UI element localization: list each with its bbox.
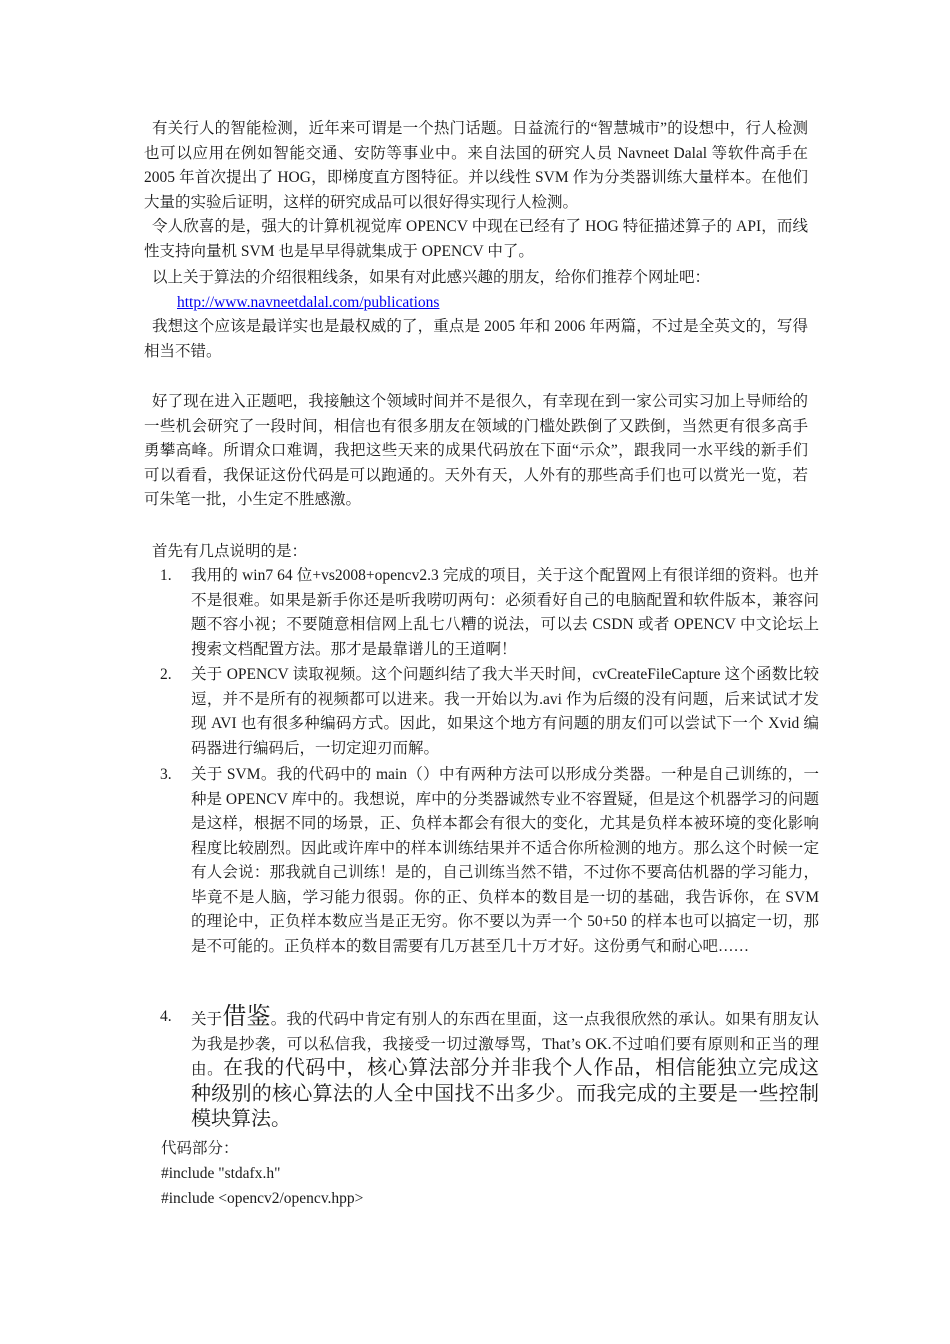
- list-number: 2.: [160, 666, 172, 683]
- list-number: 4.: [160, 1008, 172, 1025]
- opinion-paragraph: 我想这个应该是最详实也是最权威的了，重点是 2005 年和 2006 年两篇，不过是全英文的，写得相当不错。: [144, 318, 808, 360]
- intro-paragraph: 有关行人的智能检测，近年来可谓是一个热门话题。日益流行的“智慧城市”的设想中，行人检测也可以应用在例如智能交通、安防等事业中。来自法国的研究人员 Navneet Dalal 等软件高手在 2005 年首次提出了 HOG，即梯度直方图特征。并以线性 SVM 作为分类器训练大量样本。在他们大量的实验后证明，这样的研究成品可以很好得实现行人检测。: [144, 120, 808, 211]
- list-text: 关于 OPENCV 读取视频。这个问题纠结了我大半天时间，cvCreateFileCapture 这个函数比较逗，并不是所有的视频都可以进来。我一开始以为.avi 作为后缀的没有问题，后来试试才发现 AVI 也有很多种编码方式。因此，如果这个地方有问题的朋友们可以尝试下一个 Xvid 编码器进行编码后，一切定迎刃而解。: [191, 666, 819, 757]
- list-number: 3.: [160, 766, 172, 783]
- list-text-body: 。我的代码中肯定有别人的东西在里面，这一点我很欣然的承认。如果有朋友认为我是抄袭，可以私信我，我接受一切过激辱骂，That’s OK.不过咱们要有原则和正当的理由。: [191, 1011, 819, 1078]
- main-topic-paragraph: 好了现在进入正题吧，我接触这个领域时间并不是很久，有幸现在到一家公司实习加上导师给的一些机会研究了一段时间，相信也有很多朋友在领域的门槛处跌倒了又跌倒，当然更有很多高手勇攀高峰。所谓众口难调，我把这些天来的成果代码放在下面“示众”，跟我同一水平线的新手们可以看看，我保证这份代码是可以跑通的。天外有天，人外有的那些高手们也可以赏光一览，若可朱笔一批，小生定不胜感激。: [144, 393, 808, 508]
- opencv-paragraph: 令人欣喜的是，强大的计算机视觉库 OPENCV 中现在已经有了 HOG 特征描述算子的 API，而线性支持向量机 SVM 也是早早得就集成于 OPENCV 中了。: [144, 218, 808, 260]
- list-text-large: 在我的代码中，核心算法部分并非我个人作品，相信能独立完成这种级别的核心算法的人全中国找不出多少。而我完成的主要是一些控制模块算法。: [191, 1057, 819, 1130]
- list-text: 我用的 win7 64 位+vs2008+opencv2.3 完成的项目，关于这个配置网上有很详细的资料。也并不是很难。如果是新手你还是听我唠叨两句：必须看好自己的电脑配置和软件版本，兼容问题不容小视；不要随意相信网上乱七八糟的说法，可以去 CSDN 或者 OPENCV 中文论坛上搜索文档配置方法。那才是最靠谱儿的王道啊！: [191, 567, 819, 658]
- emphasis-text: 借鉴: [222, 1004, 271, 1030]
- code-label: 代码部分：: [161, 1140, 239, 1157]
- notes-intro: 首先有几点说明的是：: [152, 543, 308, 560]
- code-line: #include "stdafx.h": [161, 1165, 281, 1182]
- publications-link[interactable]: http://www.navneetdalal.com/publications: [177, 294, 440, 311]
- code-line: #include <opencv2/opencv.hpp>: [161, 1190, 364, 1207]
- recommend-paragraph: 以上关于算法的介绍很粗线条，如果有对此感兴趣的朋友，给你们推荐个网址吧：: [152, 269, 711, 286]
- list-number: 1.: [160, 567, 172, 584]
- list-text-prefix: 关于: [191, 1011, 223, 1028]
- list-text: 关于 SVM。我的代码中的 main（）中有两种方法可以形成分类器。一种是自己训练的，一种是 OPENCV 库中的。我想说，库中的分类器诚然专业不容置疑，但是这个机器学习的问题是这样，根据不同的场景，正、负样本都会有很大的变化，尤其是负样本被环境的变化影响程度比较剧烈。因此或许库中的样本训练结果并不适合你所检测的地方。那么这个时候一定有人会说：那我就自己训练！是的，自己训练当然不错，不过你不要高估机器的学习能力，毕竟不是人脑，学习能力很弱。你的正、负样本的数目是一切的基础，我告诉你，在 SVM 的理论中，正负样本数应当是正无穷。你不要以为弄一个 50+50 的样本也可以搞定一切，那是不可能的。正负样本的数目需要有几万甚至几十万才好。这份勇气和耐心吧……: [191, 766, 819, 955]
- list-text: [191, 1003, 819, 1134]
